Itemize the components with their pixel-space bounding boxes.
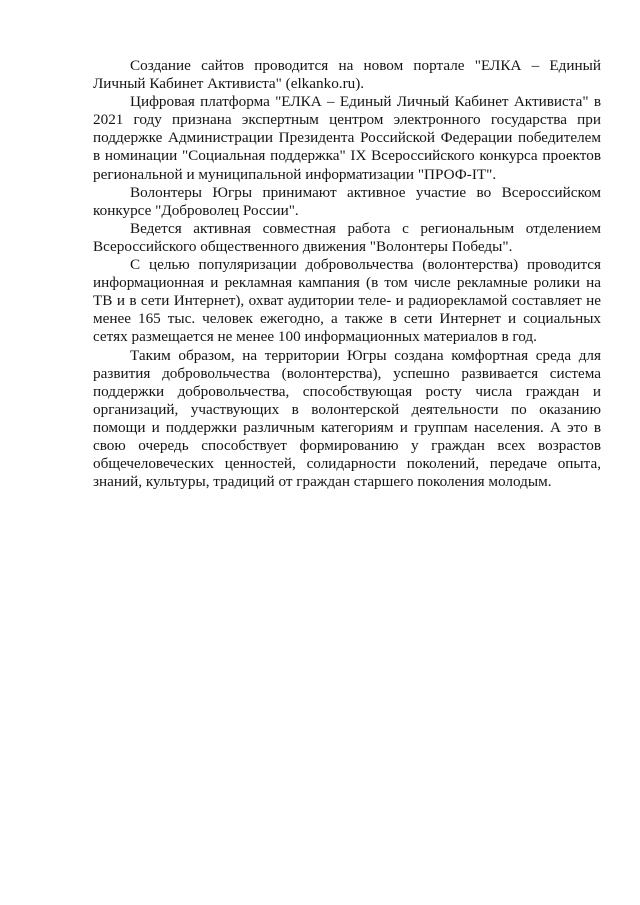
paragraph-volunteer-contest: Волонтеры Югры принимают активное участие во Всероссийском конкурсе "Доброволец России". <box>93 183 601 219</box>
paragraph-digital-platform: Цифровая платформа "ЕЛКА – Единый Личный Кабинет Активиста" в 2021 году признана экспертным центром электронного государства при поддержке Администрации Президента Российской Федерации победителем в номинации "Социальная поддержка" IX Всероссийского конкурса проектов региональной и муниципальной информатизации "ПРОФ-IT". <box>93 93 601 183</box>
document-body <box>93 57 601 491</box>
paragraph-conclusion: Таким образом, на территории Югры создана комфортная среда для развития добровольчества (волонтерства), успешно развивается система поддержки добровольчества, способствующая росту числа граждан и организаций, участвующих в волонтерской деятельности по оказанию помощи и поддержки различным категориям и группам населения. А это в свою очередь способствует формированию у граждан всех возрастов общечеловеческих ценностей, солидарности поколений, передаче опыта, знаний, культуры, традиций от граждан старшего поколения молодым. <box>93 346 601 491</box>
paragraph-site-creation: Создание сайтов проводится на новом портале "ЕЛКА – Единый Личный Кабинет Активиста" (elkanko.ru). <box>93 57 601 93</box>
paragraph-victory-volunteers: Ведется активная совместная работа с региональным отделением Всероссийского общественного движения "Волонтеры Победы". <box>93 219 601 255</box>
paragraph-info-campaign: С целью популяризации добровольчества (волонтерства) проводится информационная и рекламная кампания (в том числе рекламные ролики на ТВ и в сети Интернет), охват аудитории теле- и радиорекламой составляет не менее 165 тыс. человек ежегодно, а также в сети Интернет и социальных сетях размещается не менее 100 информационных материалов в год. <box>93 256 601 346</box>
